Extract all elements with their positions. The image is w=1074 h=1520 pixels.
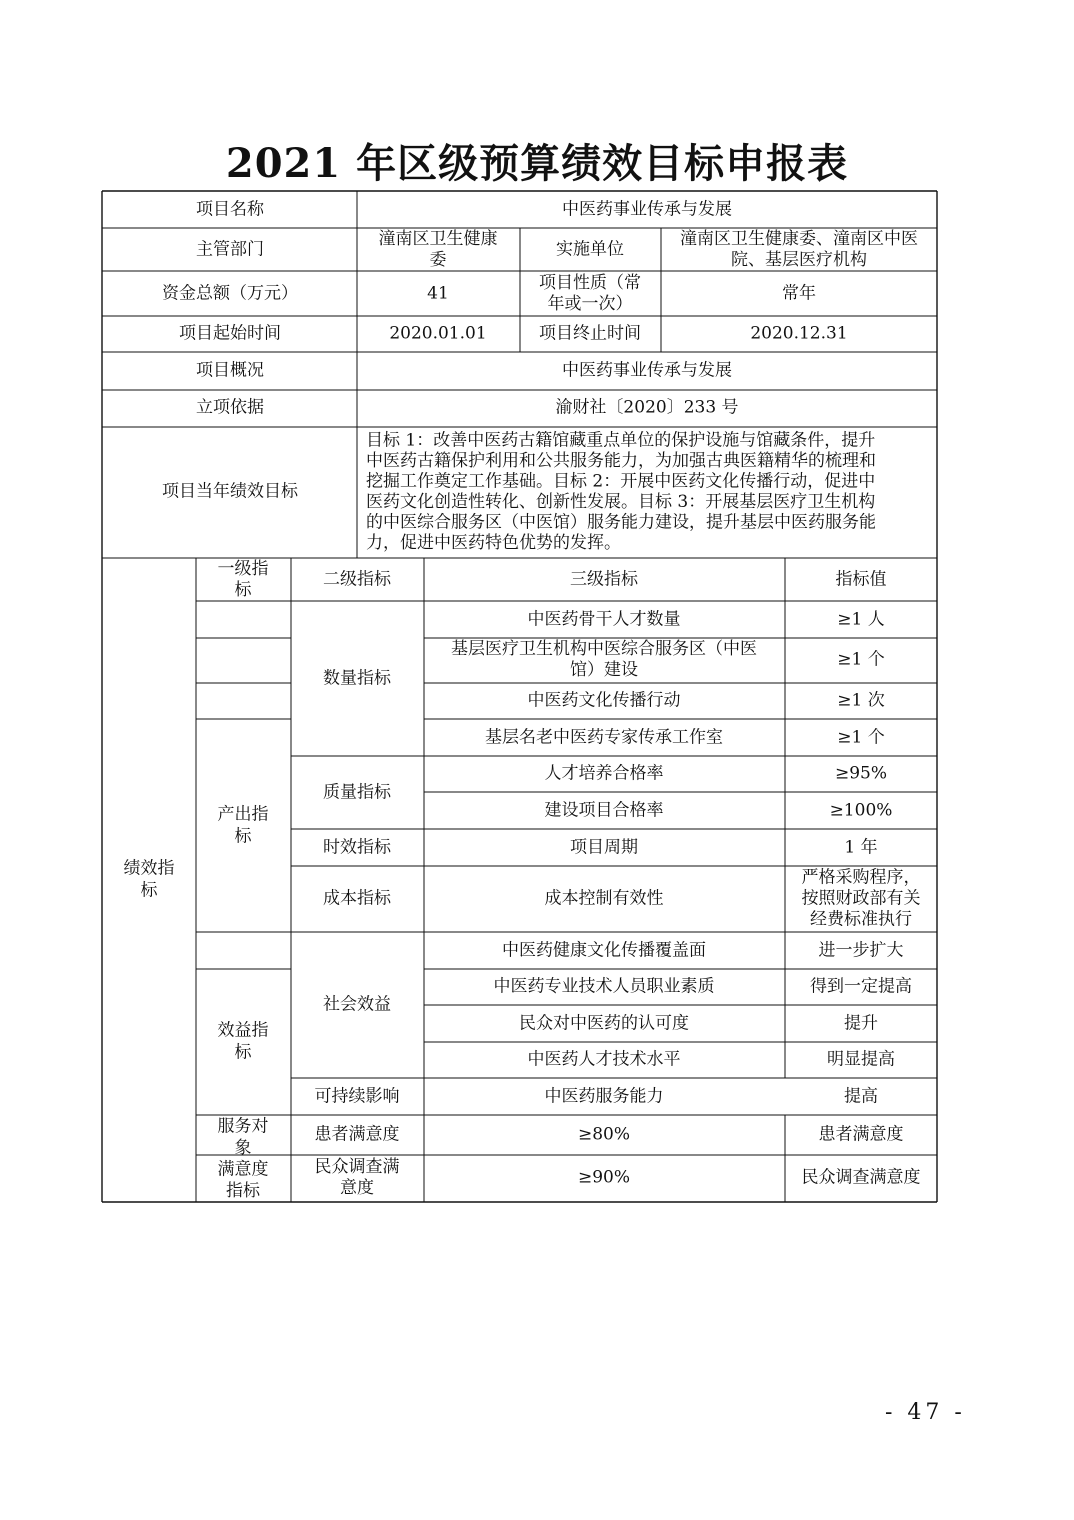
indicator-name: 中医药健康文化传播覆盖面: [502, 940, 706, 961]
goal-text: 医药文化创造性转化、创新性发展。目标 3：开展基层医疗卫生机构: [366, 491, 876, 512]
indicator-name: ≥90%: [577, 1167, 631, 1188]
col-value-header: 指标值: [835, 569, 887, 590]
level2-timeliness: 时效指标: [323, 837, 391, 858]
level2-public: 意度: [340, 1178, 374, 1198]
section-label: 绩效指: [123, 858, 175, 879]
level1-benefit: 标: [234, 1042, 252, 1063]
impl-label: 实施单位: [556, 239, 624, 260]
indicator-name: 人才培养合格率: [544, 763, 664, 784]
start-label: 项目起始时间: [179, 323, 281, 344]
indicator-name: 成本控制有效性: [544, 888, 664, 909]
indicator-name: ≥80%: [577, 1124, 631, 1145]
goal-text: 力，促进中医药特色优势的发挥。: [366, 532, 621, 553]
level2-sustain: 可持续影响: [314, 1086, 400, 1107]
indicator-value: 得到一定提高: [810, 976, 912, 997]
indicator-value: 民众调查满意度: [801, 1167, 921, 1188]
col-level3-header: 三级指标: [570, 569, 638, 590]
level1-benefit: 效益指: [217, 1020, 269, 1041]
indicator-value: ≥1 个: [837, 727, 885, 748]
impl-value: 潼南区卫生健康委、潼南区中医: [680, 229, 918, 249]
indicator-value: 患者满意度: [818, 1124, 904, 1145]
goal-label: 项目当年绩效目标: [162, 481, 298, 502]
page-number: - 47 -: [885, 1400, 966, 1425]
indicator-value: ≥1 人: [837, 609, 885, 630]
indicator-value: ≥1 个: [837, 649, 885, 670]
start-value: 2020.01.01: [389, 323, 487, 344]
indicator-name: 馆）建设: [570, 660, 638, 680]
end-value: 2020.12.31: [750, 323, 848, 344]
funds-value: 41: [427, 283, 449, 304]
overview-label: 项目概况: [196, 360, 264, 381]
basis-label: 立项依据: [196, 397, 264, 418]
goal-text: 挖掘工作奠定工作基础。目标 2：开展中医药文化传播行动，促进中: [366, 471, 876, 492]
indicator-value: ≥1 次: [837, 690, 885, 711]
funds-label: 资金总额（万元）: [162, 283, 298, 304]
level1-output: 产出指: [217, 804, 269, 825]
impl-value: 院、基层医疗机构: [731, 250, 867, 270]
indicator-name: 基层医疗卫生机构中医综合服务区（中医: [451, 639, 757, 659]
goal-text: 目标 1：改善中医药古籍馆藏重点单位的保护设施与馆藏条件，提升: [366, 430, 876, 451]
goal-text: 的中医综合服务区（中医馆）服务能力建设，提升基层中医药服务能: [366, 512, 876, 533]
indicator-name: 项目周期: [570, 837, 638, 858]
project-name-label: 项目名称: [196, 199, 264, 220]
indicator-name: 民众对中医药的认可度: [519, 1013, 689, 1034]
level2-patient: 患者满意度: [314, 1124, 400, 1145]
indicator-value: ≥100%: [829, 800, 893, 821]
dept-value: 潼南区卫生健康: [378, 229, 498, 249]
level2-public: 民众调查满: [314, 1157, 400, 1177]
end-label: 项目终止时间: [539, 323, 641, 344]
project-name-value: 中医药事业传承与发展: [562, 199, 732, 220]
nature-label: 项目性质（常: [539, 273, 641, 293]
col-level1-header: 一级指: [217, 559, 269, 579]
level1-satisfaction: 指标: [226, 1180, 260, 1201]
page-title: 2021 年区级预算绩效目标申报表: [225, 140, 849, 187]
indicator-name: 建设项目合格率: [544, 800, 664, 821]
goal-text: 中医药古籍保护利用和公共服务能力，为加强古典医籍精华的梳理和: [366, 450, 876, 471]
indicator-value: 提高: [844, 1086, 878, 1107]
level2-quality: 质量指标: [323, 782, 391, 803]
level1-output: 标: [234, 826, 252, 847]
dept-label: 主管部门: [196, 239, 264, 260]
indicator-value: 按照财政部有关: [801, 888, 921, 909]
basis-value: 渝财社〔2020〕233 号: [555, 397, 739, 418]
indicator-name: 中医药骨干人才数量: [527, 609, 681, 630]
indicator-value: 提升: [844, 1013, 878, 1034]
indicator-value: ≥95%: [834, 763, 888, 784]
level1-satisfaction: 象: [234, 1137, 252, 1158]
overview-value: 中医药事业传承与发展: [562, 360, 732, 381]
indicator-value: 明显提高: [827, 1049, 895, 1070]
indicator-name: 基层名老中医药专家传承工作室: [485, 727, 723, 748]
dept-value: 委: [429, 250, 447, 270]
indicator-name: 中医药文化传播行动: [527, 690, 681, 711]
indicator-value: 严格采购程序，: [801, 867, 921, 888]
indicator-value: 经费标准执行: [810, 909, 912, 930]
level1-satisfaction: 服务对: [217, 1116, 269, 1137]
level2-quantity: 数量指标: [323, 668, 391, 689]
indicator-value: 1 年: [844, 837, 878, 858]
indicator-name: 中医药人才技术水平: [527, 1049, 681, 1070]
level1-satisfaction: 满意度: [217, 1159, 269, 1180]
indicator-value: 进一步扩大: [818, 940, 904, 961]
nature-value: 常年: [782, 283, 816, 304]
level2-social: 社会效益: [323, 994, 391, 1015]
indicator-name: 中医药专业技术人员职业素质: [493, 976, 715, 997]
col-level1-header: 标: [234, 580, 252, 600]
section-label: 标: [140, 880, 158, 901]
nature-label: 年或一次）: [547, 294, 633, 314]
indicator-name: 中医药服务能力: [544, 1086, 664, 1107]
col-level2-header: 二级指标: [323, 569, 391, 590]
level2-cost: 成本指标: [323, 888, 391, 909]
